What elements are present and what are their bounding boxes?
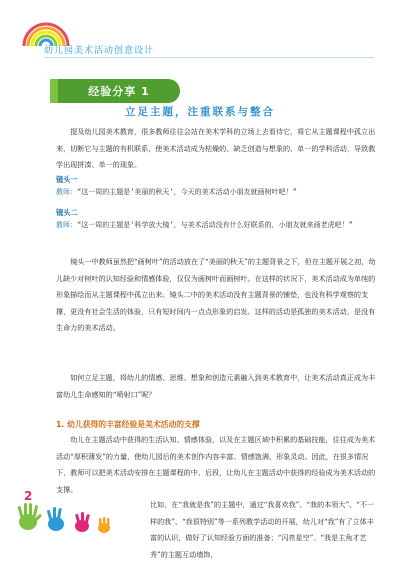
header-title: 幼儿园美术活动创意设计 (44, 46, 155, 56)
section-tag (58, 79, 180, 103)
intro-text: 提及幼儿园美术教育，很多教师往往会站在美术学科的立场上去看待它，将它从主题课程中孤立出来，切断它与主题的有机联系，使美术活动成为枯燥的、缺乏创造与想象的、单一的学科活动，导致教学出现拼凑、单一的现象。 (56, 127, 376, 170)
header-divider (44, 57, 374, 58)
subsection-heading: 1. 幼儿获得的丰富经验是美术活动的支撑 (56, 420, 200, 429)
analysis-text: 镜头一中教师虽然把“画树叶”的活动放在了“美丽的秋天”的主题背景之下，但在主题开展之初，幼儿缺少对树叶的认知经验和情感体验，仅仅为画树叶而画树叶。在这样的状况下，美术活动成为单纯的形象描绘而从主题课程中孤立出来。镜头二中的美术活动没有主题背景的铺垫，也没有科学观察的支撑，更没有社会生活的体验，只有短时间内一点点形象的启发。这样的活动是孤独的美术活动，是没有生命力的美术活动。 (56, 257, 376, 333)
case-two-label: 教师： (56, 221, 77, 229)
case-one-label: 教师： (56, 188, 77, 196)
case-one-text (56, 184, 378, 201)
example-text: 比如，在“我就是我”的主题中，通过“我喜欢我”、“我的本领大”、“不一样的我”、“我很特别”等一系列教学活动的开展，幼儿对“我”有了立体丰富的认识，做好了认知经验方面的准备；“闪亮星空”、“我是主角才艺秀”的主题互动墙饰， (150, 500, 375, 559)
case-two-text (56, 217, 378, 234)
question-paragraph (56, 370, 378, 403)
page-number: 2 (24, 489, 33, 503)
case-two-heading: 镜头二 (56, 208, 78, 217)
experience-text: 幼儿在主题活动中获得的生活认知、情感体验，以及在主题区域中积累的基础技能，往往成为美术活动“厚积薄发”的力量，使幼儿园后的美术创作内容丰富、情感饱满、形象灵动。因此，在很多情况下，教师可以把美术活动安排在主题课程的中、后段，让幼儿在主题活动中获得的经验成为美术活动的支撑。 (56, 435, 376, 494)
question-text: 如何立足主题，将幼儿的情感、思维、想象和创造元素融入到美术教育中，让美术活动真正成为丰富幼儿生命感知的“喷射口”呢？ (56, 373, 376, 399)
section-tag-label: 经验分享 1 (88, 85, 150, 98)
experience-paragraph (56, 432, 378, 498)
case-one-heading: 镜头一 (56, 175, 78, 184)
example-paragraph (150, 497, 378, 559)
intro-paragraph (56, 124, 378, 174)
article-title: 立足主题，注重联系与整合 (125, 106, 275, 118)
handprints-icon (10, 496, 150, 536)
case-two-quote: “这一周的主题是‘科学放大镜’，与美术活动没有什么好联系的，小朋友就来画老虎吧！” (77, 221, 353, 229)
analysis-paragraph (56, 254, 378, 337)
case-one-quote: “这一周的主题是‘美丽的秋天’，今天的美术活动小朋友就画树叶吧！” (77, 188, 297, 196)
